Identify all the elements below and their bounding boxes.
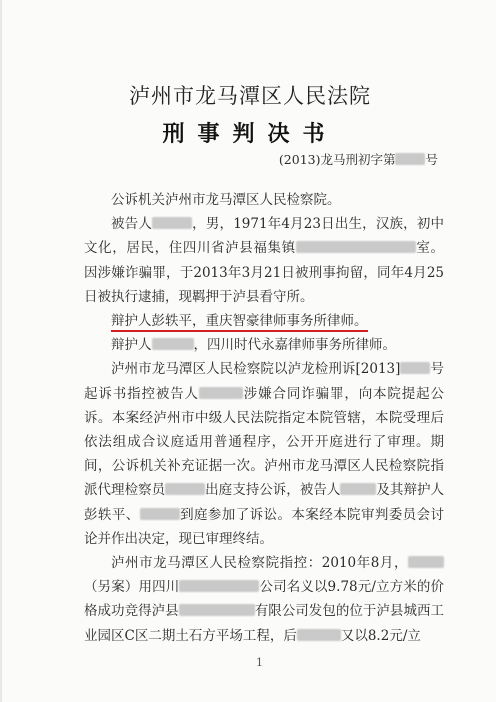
paragraph-text: 有限公司发包的位于泸县城西工业园区C区二期土石方平场工程，后 [84, 603, 445, 644]
paragraph-text: 公诉机关泸州市龙马潭区人民检察院。 [111, 192, 341, 208]
redacted-block [152, 217, 192, 229]
paragraph-defender-1 [84, 309, 444, 333]
highlighted-defender: 辩护人彭轶平，重庆智豪律师事务所律师。 [111, 313, 368, 332]
court-name: 泸州市龙马潭区人民法院 [129, 84, 371, 108]
redacted-block [179, 580, 259, 592]
case-number [279, 150, 438, 168]
paragraph-text: 出庭支持公诉，被告人 [205, 482, 341, 499]
redacted-block [199, 387, 243, 399]
page-mark: 1 [256, 656, 263, 669]
paragraph-text: 泸州市龙马潭区人民检察院指控：2010年8月， [111, 555, 408, 572]
redacted-block [408, 556, 444, 568]
paragraph-accusation [84, 551, 444, 648]
paragraph-text: ，四川时代永嘉律师事务所律师。 [193, 337, 396, 354]
paragraph-text: 室。因涉嫌诈骗罪，于2013年3月21日被刑事拘留，同年4月25日被执行逮捕，现羁押于泸县看守所。 [84, 240, 445, 305]
redacted-block [152, 338, 194, 350]
redacted-block [297, 629, 341, 641]
redacted-block [340, 483, 376, 495]
paragraph-text: 又以8.2元/立 [340, 627, 421, 644]
redacted-block [296, 241, 416, 253]
paragraph-text: 泸州市龙马潭区人民检察院以泸龙检刑诉[2013] [111, 361, 401, 378]
paragraph-indictment [84, 357, 444, 551]
paragraph-text: 被告人 [111, 216, 153, 233]
document-title: 刑事判决书 [162, 121, 338, 147]
paragraph-defendant [84, 212, 444, 309]
redacted-block [165, 483, 205, 495]
paragraph-text: 涉嫌合同诈骗罪，向本院提起公诉。本案经泸州市中级人民法院指定本院管辖，本院受理后依法组成合议庭适用普通程序，公开开庭进行了审理。期间，公诉机关补充证据一次。泸州市龙马潭区人民检察院指派代理检察员 [84, 385, 445, 499]
redacted-block [400, 362, 430, 374]
case-number-suffix: 号 [425, 152, 438, 167]
case-number-prefix: (2013)龙马刑初字第 [278, 152, 396, 167]
document-body [84, 188, 444, 648]
paragraph-text: 到庭参加了诉讼。本案经本院审判委员会讨论并作出决定，现已审理终结。 [84, 506, 445, 547]
paragraph-defender-2 [84, 333, 444, 357]
paragraph-text: 及其辩护人彭轶平、 [84, 482, 445, 523]
paragraph-text: 辩护人 [111, 337, 152, 354]
redacted-block [140, 508, 180, 520]
redacted-block [395, 153, 425, 165]
paragraph-text: 号起诉书指控被告人 [84, 361, 445, 402]
paragraph-text: （另案）用四川 [84, 579, 180, 596]
redacted-block [179, 604, 255, 616]
paragraph-text: 公司名义以9.78元/立方米的价格成功竞得泸县 [84, 579, 445, 620]
paragraph-prosecutor [84, 188, 444, 212]
paragraph-text: ，男，1971年4月23日出生，汉族，初中文化，居民，住四川省泸县福集镇 [84, 216, 445, 257]
